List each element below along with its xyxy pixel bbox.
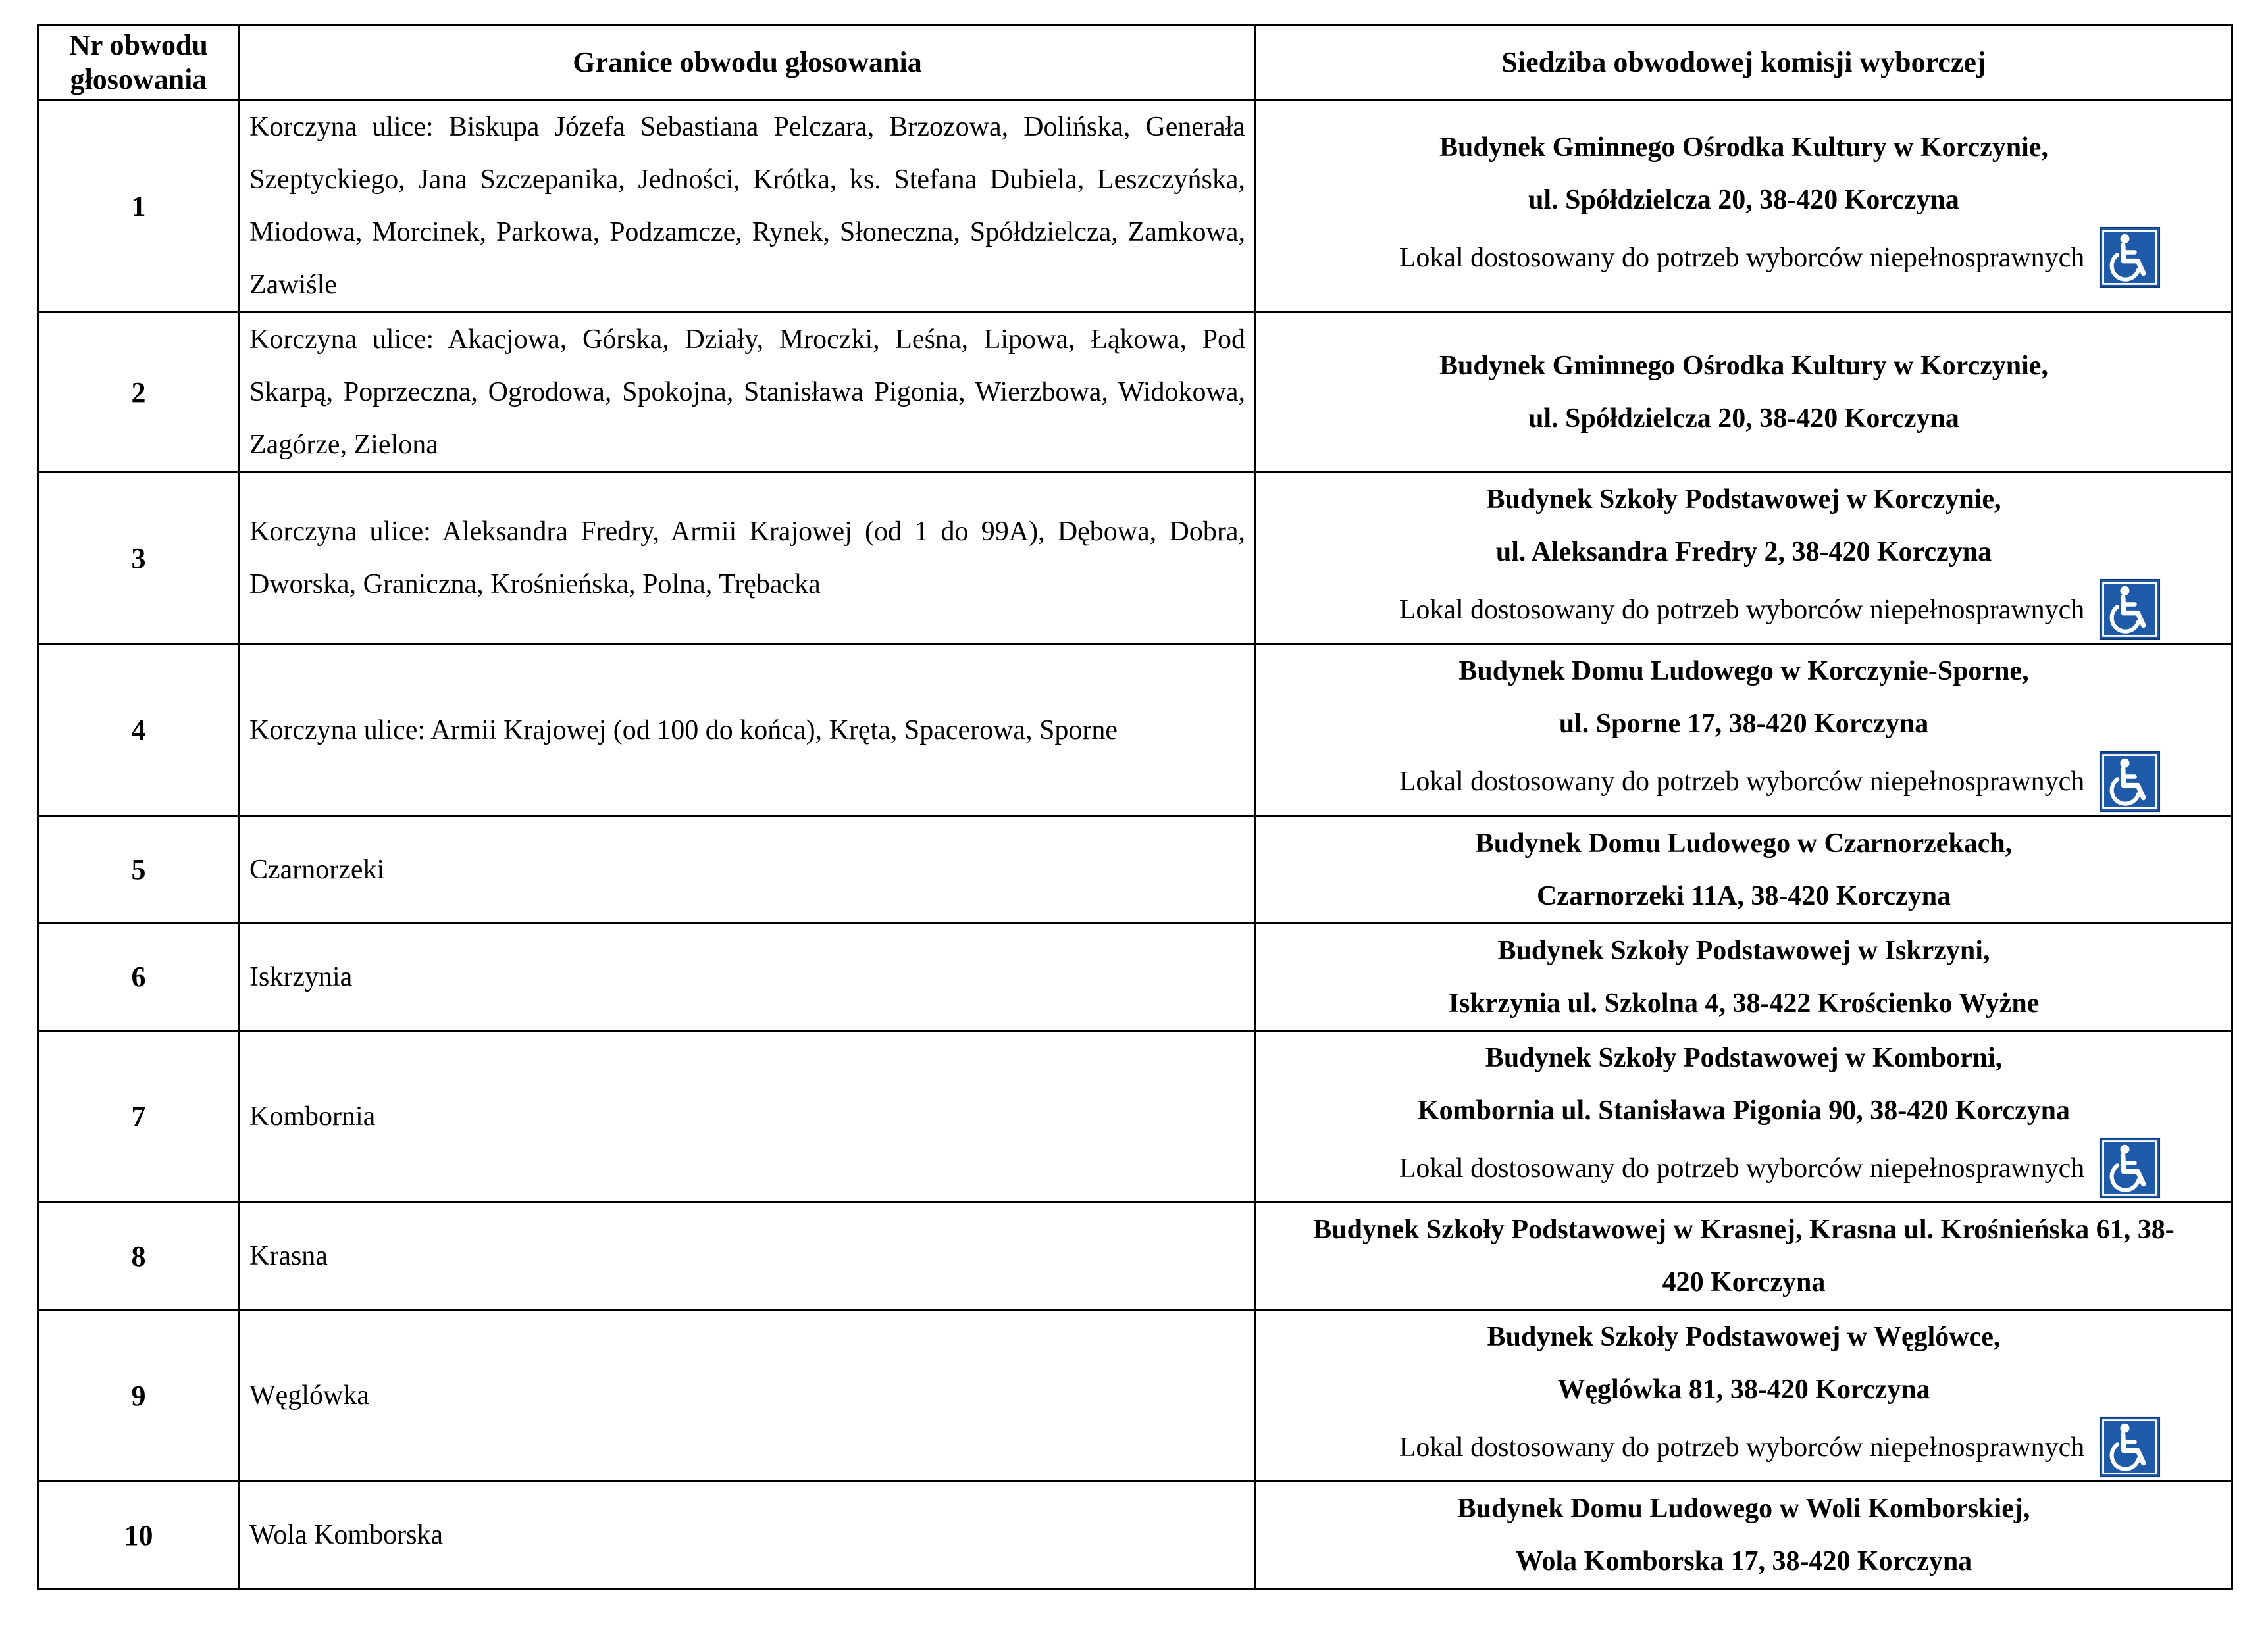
table-row (38, 1310, 2232, 1482)
voting-districts-table (37, 24, 2233, 1590)
accessibility-note (1272, 226, 2215, 291)
accessibility-note-text: Lokal dostosowany do potrzeb wyborców niepełnosprawnych (1399, 595, 2085, 625)
district-number: 10 (38, 1482, 240, 1589)
commission-seat (1256, 100, 2232, 313)
seat-address: Czarnorzeki 11A, 38-420 Korczyna (1536, 880, 1951, 911)
table-row (38, 313, 2232, 472)
district-boundaries: Korczyna ulice: Aleksandra Fredry, Armii Krajowej (od 1 do 99A), Dębowa, Dobra, Dworska, Graniczna, Krośnieńska, Polna, Trębacka (240, 472, 1256, 644)
commission-seat (1256, 816, 2232, 923)
district-boundaries: Korczyna ulice: Armii Krajowej (od 100 do końca), Kręta, Spacerowa, Sporne (240, 644, 1256, 816)
seat-address: Wola Komborska 17, 38-420 Korczyna (1515, 1546, 1972, 1577)
district-number: 6 (38, 923, 240, 1030)
table-row (38, 100, 2232, 313)
seat-building: Budynek Szkoły Podstawowej w Korczynie, (1486, 484, 2001, 515)
commission-seat (1256, 1030, 2232, 1202)
commission-seat (1256, 1482, 2232, 1589)
accessibility-note-text: Lokal dostosowany do potrzeb wyborców niepełnosprawnych (1399, 1432, 2085, 1463)
district-boundaries: Węglówka (240, 1310, 1256, 1482)
seat-address: Kombornia ul. Stanisława Pigonia 90, 38-420 Korczyna (1418, 1095, 2070, 1126)
seat-address: Iskrzynia ul. Szkolna 4, 38-422 Krościenko Wyżne (1448, 988, 2040, 1019)
table-row (38, 472, 2232, 644)
commission-seat (1256, 1203, 2232, 1310)
seat-building: Budynek Domu Ludowego w Woli Komborskiej, (1457, 1494, 2030, 1524)
district-boundaries: Korczyna ulice: Biskupa Józefa Sebastiana Pelczara, Brzozowa, Dolińska, Generała Szeptyckiego, Jana Szczepanika, Jedności, Krótka, ks. Stefana Dubiela, Leszczyńska, Miodowa, Morcinek, Parkowa, Podzamcze, Rynek, Słoneczna, Spółdzielcza, Zamkowa, Zawiśle (240, 100, 1256, 313)
commission-seat (1256, 644, 2232, 816)
commission-seat (1256, 313, 2232, 472)
seat-building: Budynek Gminnego Ośrodka Kultury w Korczynie, (1439, 351, 2048, 381)
header-district-number: Nr obwodu głosowania (38, 25, 240, 100)
table-row (38, 1203, 2232, 1310)
seat-building: Budynek Domu Ludowego w Czarnorzekach, (1475, 828, 2013, 859)
seat-building: Budynek Domu Ludowego w Korczynie-Sporne, (1458, 656, 2029, 687)
accessibility-note (1272, 1416, 2215, 1480)
district-number: 9 (38, 1310, 240, 1482)
seat-building: Budynek Szkoły Podstawowej w Krasnej, Krasna ul. Krośnieńska 61, 38- (1313, 1215, 2175, 1246)
district-boundaries: Wola Komborska (240, 1482, 1256, 1589)
district-number: 1 (38, 100, 240, 313)
district-number: 8 (38, 1203, 240, 1310)
district-boundaries: Iskrzynia (240, 923, 1256, 1030)
seat-address: ul. Spółdzielcza 20, 38-420 Korczyna (1528, 184, 1959, 215)
district-boundaries: Korczyna ulice: Akacjowa, Górska, Działy, Mroczki, Leśna, Lipowa, Łąkowa, Pod Skarpą, Poprzeczna, Ogrodowa, Spokojna, Stanisława Pigonia, Wierzbowa, Widokowa, Zagórze, Zielona (240, 313, 1256, 472)
wheelchair-icon (2099, 1137, 2161, 1199)
seat-address: 420 Korczyna (1662, 1267, 1826, 1298)
commission-seat (1256, 1310, 2232, 1482)
accessibility-note-text: Lokal dostosowany do potrzeb wyborców niepełnosprawnych (1399, 242, 2085, 273)
seat-building: Budynek Gminnego Ośrodka Kultury w Korczynie, (1439, 132, 2048, 163)
seat-address: ul. Spółdzielcza 20, 38-420 Korczyna (1528, 403, 1959, 434)
seat-address: ul. Aleksandra Fredry 2, 38-420 Korczyna (1495, 537, 1992, 567)
district-number: 5 (38, 816, 240, 923)
table-row (38, 1030, 2232, 1202)
district-number: 3 (38, 472, 240, 644)
wheelchair-icon (2099, 1416, 2161, 1478)
table-header-row (38, 25, 2232, 100)
wheelchair-icon (2099, 226, 2161, 288)
table-row (38, 816, 2232, 923)
district-boundaries: Krasna (240, 1203, 1256, 1310)
accessibility-note (1272, 1137, 2215, 1201)
seat-building: Budynek Szkoły Podstawowej w Komborni, (1485, 1042, 2003, 1073)
seat-building: Budynek Szkoły Podstawowej w Iskrzyni, (1497, 935, 1990, 966)
district-boundaries: Czarnorzeki (240, 816, 1256, 923)
seat-address: Węglówka 81, 38-420 Korczyna (1557, 1374, 1930, 1405)
accessibility-note (1272, 750, 2215, 815)
seat-building: Budynek Szkoły Podstawowej w Węglówce, (1487, 1322, 2001, 1353)
commission-seat (1256, 472, 2232, 644)
district-number: 7 (38, 1030, 240, 1202)
wheelchair-icon (2099, 751, 2161, 813)
table-row (38, 644, 2232, 816)
header-commission-seat: Siedziba obwodowej komisji wyborczej (1256, 25, 2232, 100)
accessibility-note-text: Lokal dostosowany do potrzeb wyborców niepełnosprawnych (1399, 1153, 2085, 1184)
header-district-boundaries: Granice obwodu głosowania (240, 25, 1256, 100)
accessibility-note (1272, 578, 2215, 643)
accessibility-note-text: Lokal dostosowany do potrzeb wyborców niepełnosprawnych (1399, 767, 2085, 797)
table-row (38, 1482, 2232, 1589)
commission-seat (1256, 923, 2232, 1030)
district-number: 2 (38, 313, 240, 472)
district-number: 4 (38, 644, 240, 816)
district-boundaries: Kombornia (240, 1030, 1256, 1202)
wheelchair-icon (2099, 578, 2161, 640)
seat-address: ul. Sporne 17, 38-420 Korczyna (1559, 709, 1929, 740)
table-row (38, 923, 2232, 1030)
